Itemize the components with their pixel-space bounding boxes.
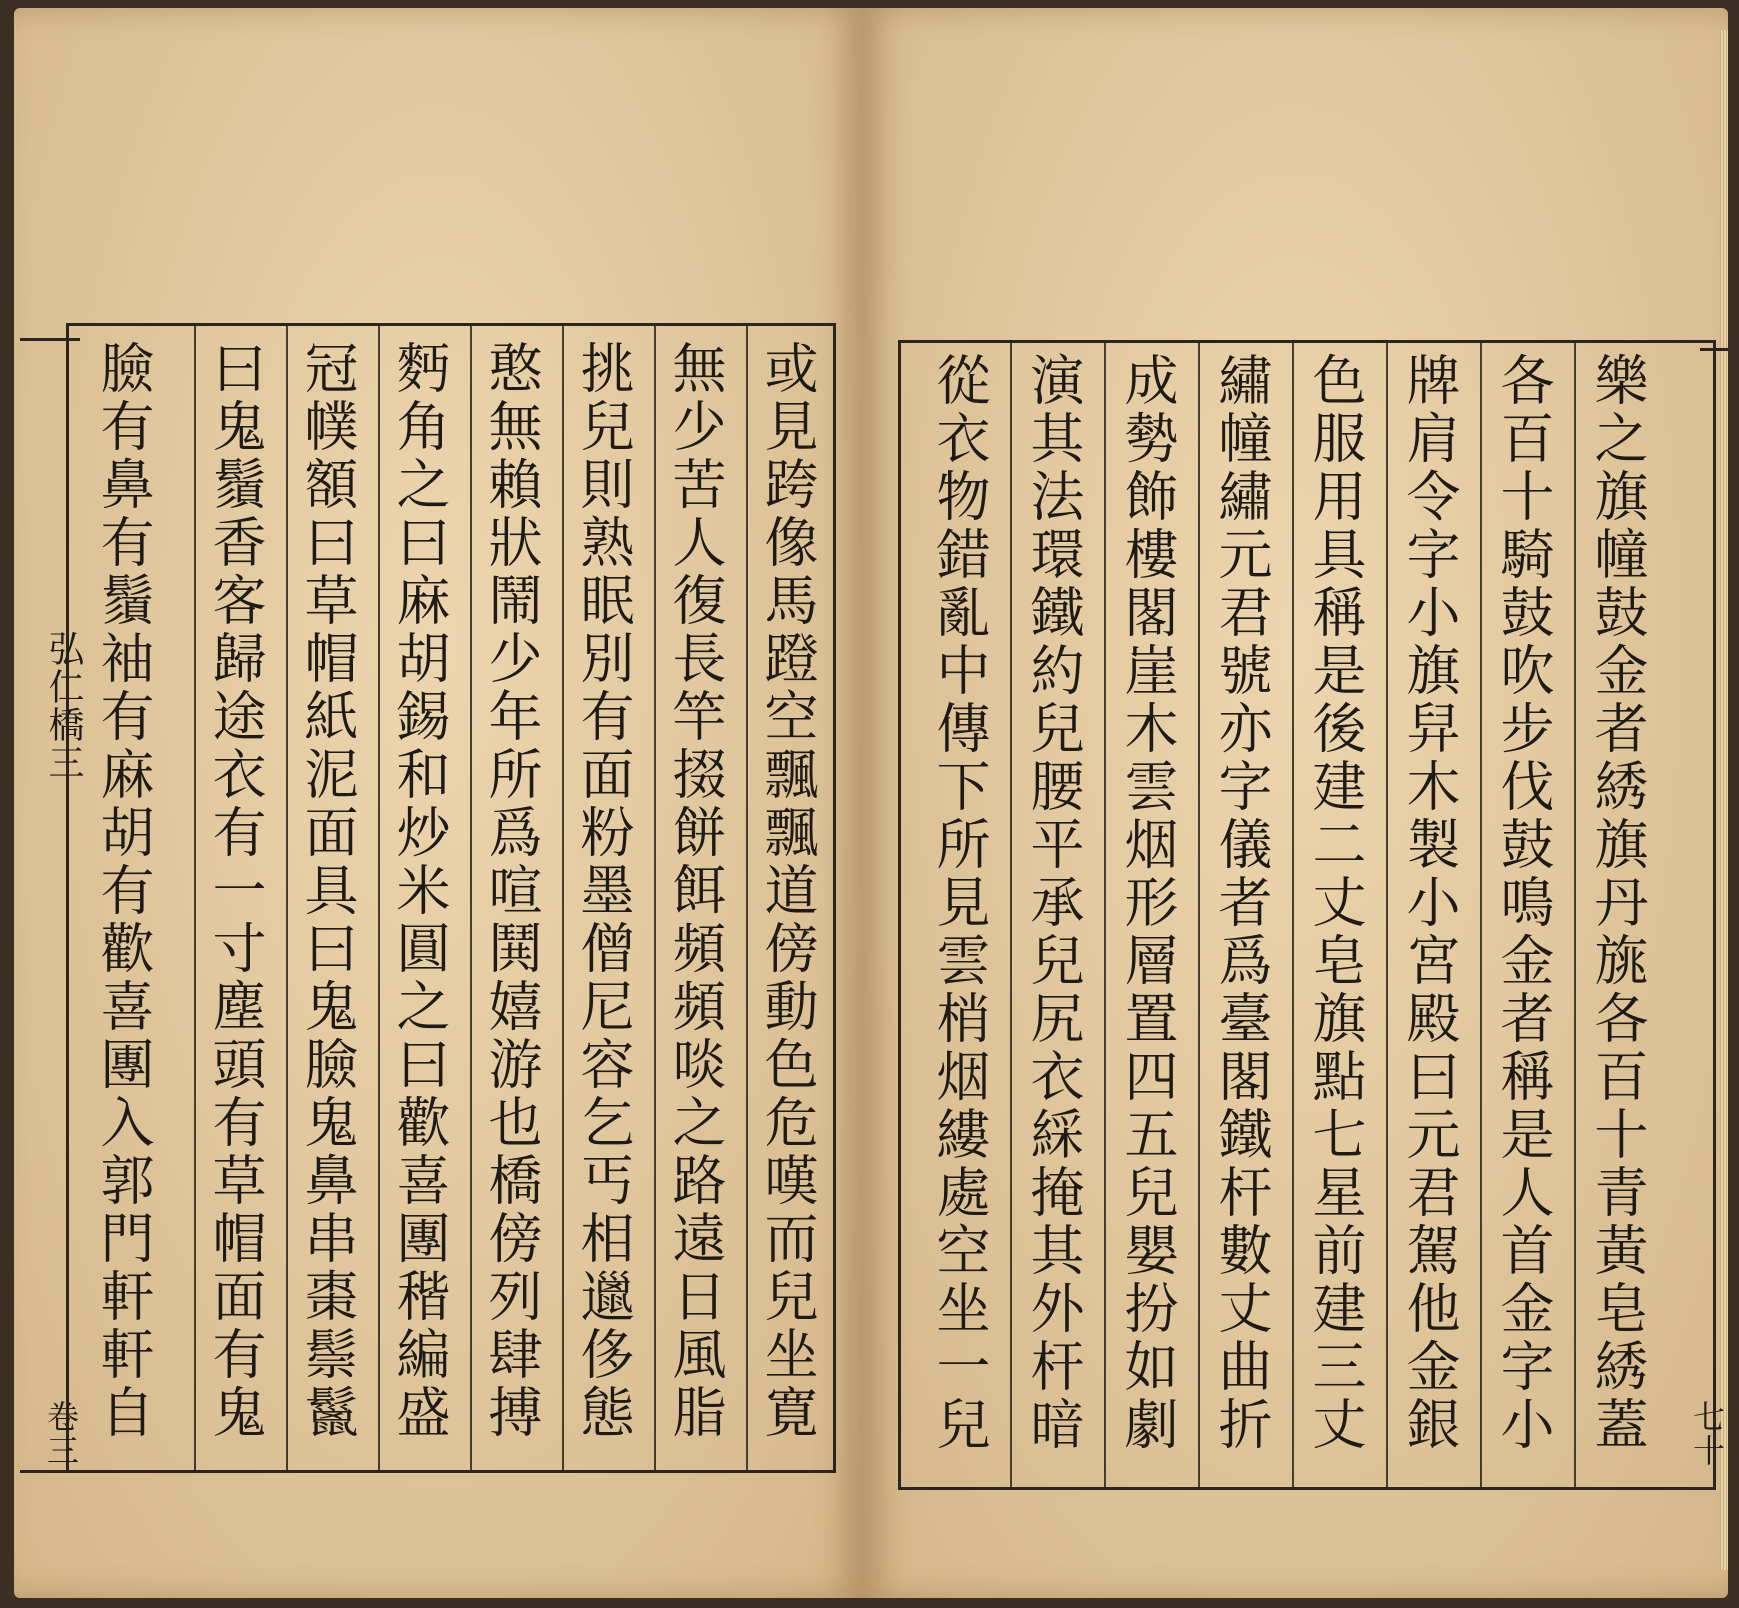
column-rule xyxy=(1480,342,1482,1488)
left-column-7: 曰鬼鬚香客歸途衣有一寸塵頭有草帽面有鬼 xyxy=(204,340,267,1442)
page-edge-right xyxy=(1720,30,1728,1570)
left-column-2: 無少苦人復長竿掇餅餌頻頻啖之路遠日風脂 xyxy=(664,340,727,1442)
right-column-5: 繡幢繡元君號亦字儀者爲臺閣鐵杆數丈曲折 xyxy=(1210,352,1273,1454)
right-column-7: 演其法環鐵約兒腰平承兒尻衣綵掩其外杆暗 xyxy=(1022,352,1085,1454)
margin-title: 弘仁橋三 xyxy=(43,630,84,782)
right-column-1: 樂之旗幢鼓金者綉旗丹旐各百十青黃皂綉蓋 xyxy=(1586,352,1649,1454)
column-rule xyxy=(378,326,380,1472)
column-rule xyxy=(746,326,748,1472)
column-rule xyxy=(1574,342,1576,1488)
right-column-2: 各百十騎鼓吹步伐鼓鳴金者稱是人首金字小 xyxy=(1492,352,1555,1454)
margin-page-number: 七十 xyxy=(1688,1400,1726,1468)
left-column-5: 麪角之曰麻胡錫和炒米圓之曰歡喜團稭編盛 xyxy=(388,340,451,1442)
column-rule xyxy=(654,326,656,1472)
right-column-8: 從衣物錯亂中傳下所見雲梢烟縷處空坐一兒 xyxy=(928,352,991,1454)
right-column-4: 色服用具稱是後建二丈皂旗點七星前建三丈 xyxy=(1304,352,1367,1454)
column-rule xyxy=(286,326,288,1472)
column-rule xyxy=(194,326,196,1472)
column-rule xyxy=(1292,342,1294,1488)
column-rule xyxy=(1386,342,1388,1488)
column-rule xyxy=(1198,342,1200,1488)
column-rule xyxy=(1104,342,1106,1488)
column-rule xyxy=(470,326,472,1472)
left-column-6: 冠幞額曰草帽紙泥面具曰鬼臉鬼鼻串棗鬃鬣 xyxy=(296,340,359,1442)
right-column-3: 牌肩令字小旗舁木製小宮殿曰元君駕他金銀 xyxy=(1398,352,1461,1454)
column-rule xyxy=(1010,342,1012,1488)
left-column-8: 臉有鼻有鬚袖有麻胡有歡喜團入郭門軒軒自 xyxy=(92,340,155,1442)
left-column-3: 挑兒則熟眠別有面粉墨僧尼容乞丐相邋侈態 xyxy=(572,340,635,1442)
left-column-4: 憨無賴狀鬧少年所爲喧鬨嬉游也橋傍列肆搏 xyxy=(480,340,543,1442)
margin-volume: 卷三 xyxy=(42,1400,80,1468)
right-outer-rule-top xyxy=(1700,348,1728,351)
left-outer-rule-bottom xyxy=(20,1470,80,1473)
left-column-1: 或見跨像馬蹬空飄飄道傍動色危嘆而兒坐寛 xyxy=(756,340,819,1442)
right-column-6: 成勢飾樓閣崖木雲烟形層置四五兒嬰扮如劇 xyxy=(1116,352,1179,1454)
column-rule xyxy=(562,326,564,1472)
